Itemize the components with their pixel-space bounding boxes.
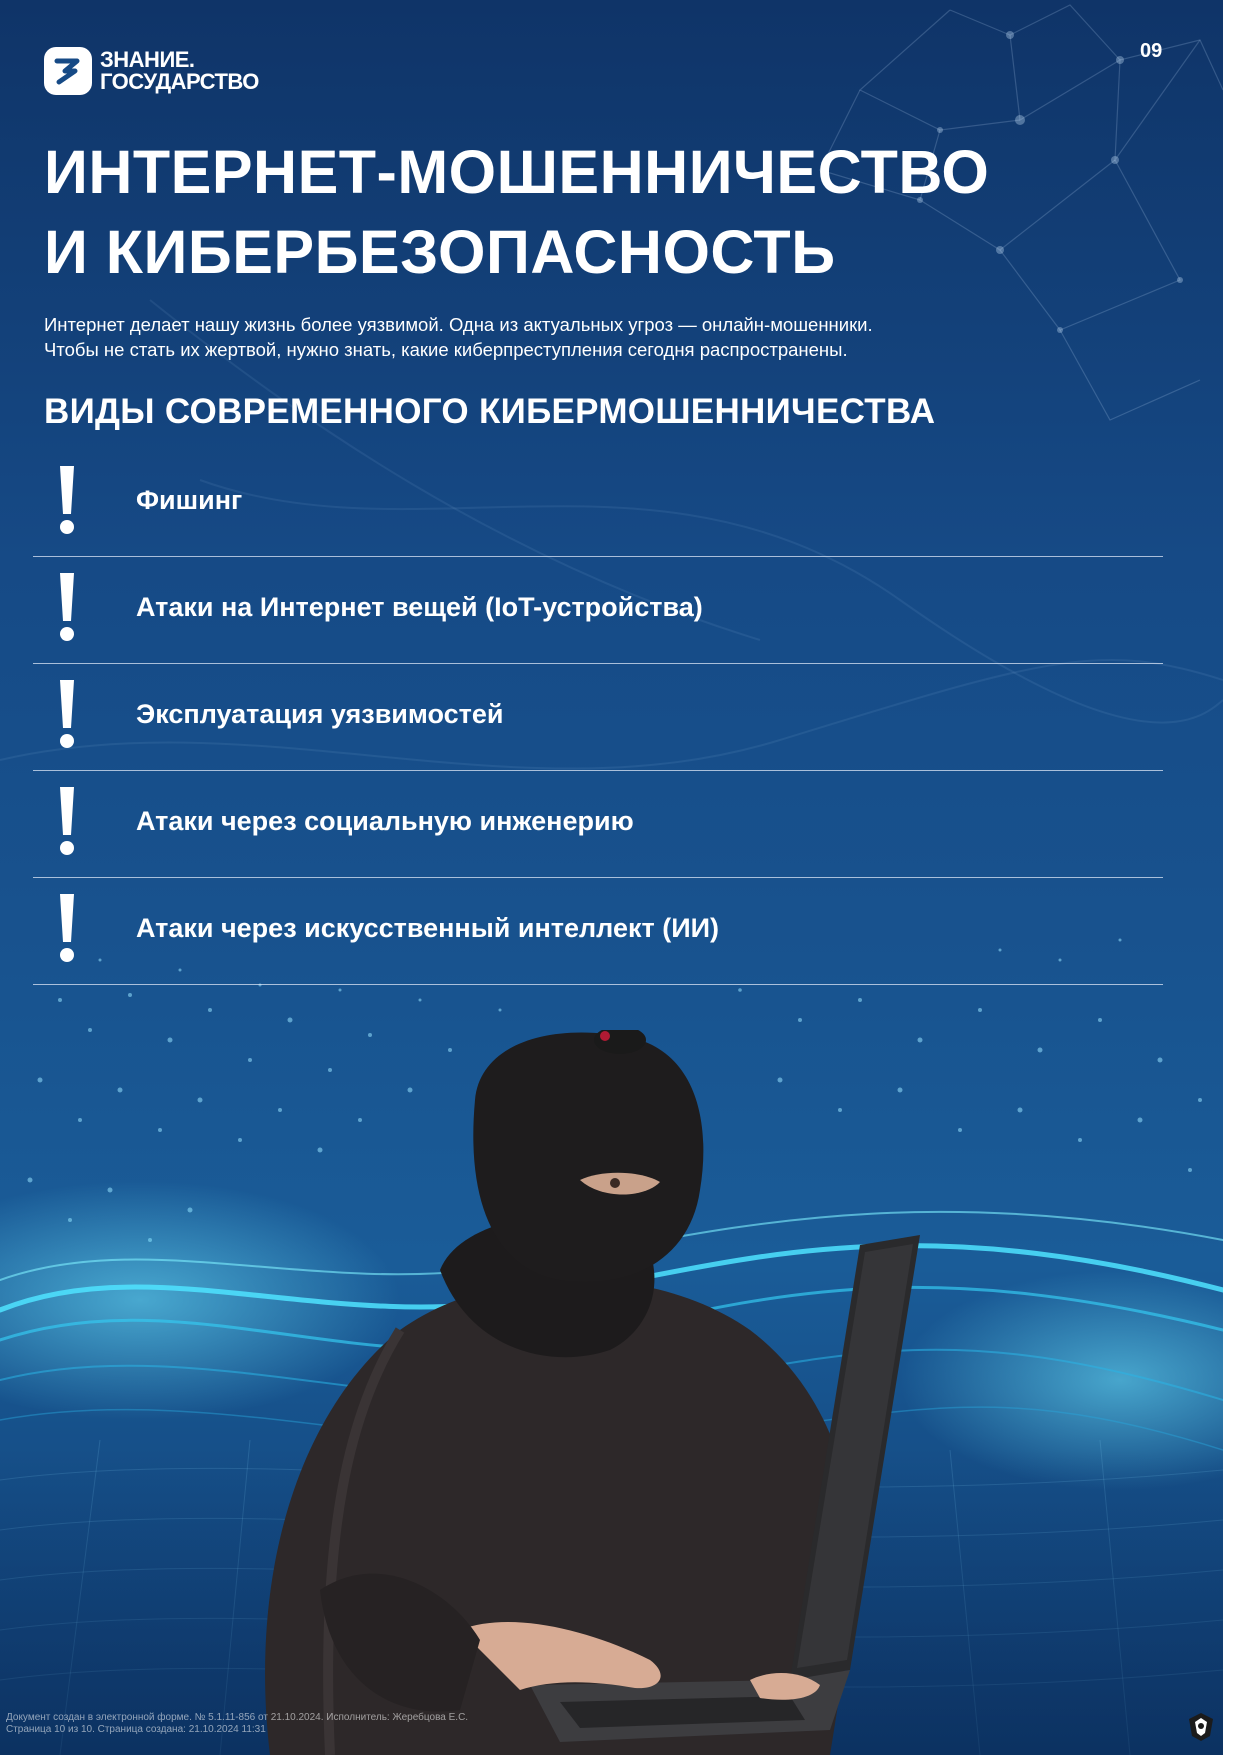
- exclamation-icon: [53, 573, 81, 643]
- brand-mark-icon: [44, 47, 92, 95]
- section-heading: ВИДЫ СОВРЕМЕННОГО КИБЕРМОШЕННИЧЕСТВА: [44, 392, 936, 431]
- intro-line1: Интернет делает нашу жизнь более уязвимой. Одна из актуальных угроз — онлайн-мошенники.: [44, 314, 873, 335]
- brand-logo: [44, 47, 274, 103]
- page-title: [44, 132, 989, 292]
- document-stamp: [6, 1712, 468, 1736]
- list-item-label: Эксплуатация уязвимостей: [136, 699, 504, 729]
- brand-line2: ГОСУДАРСТВО: [100, 69, 259, 94]
- list-item-label: Атаки через искусственный интеллект (ИИ): [136, 913, 720, 943]
- title-line2: И КИБЕРБЕЗОПАСНОСТЬ: [44, 218, 836, 286]
- page-number: 09: [1140, 40, 1163, 62]
- exclamation-icon: [53, 466, 81, 536]
- document-stamp-line1: Документ создан в электронной форме. № 5.1.11-856 от 21.10.2024. Исполнитель: Жеребцова Е.С.: [6, 1712, 469, 1723]
- title-line1: ИНТЕРНЕТ-МОШЕННИЧЕСТВО: [44, 138, 990, 206]
- exclamation-icon: [53, 787, 81, 857]
- document-stamp-line2: Страница 10 из 10. Страница создана: 21.10.2024 11:31: [6, 1724, 266, 1735]
- list-item: [33, 557, 1163, 664]
- list-item-label: Атаки через социальную инженерию: [136, 806, 634, 836]
- intro-line2: Чтобы не стать их жертвой, нужно знать, какие киберпреступления сегодня распространены.: [44, 339, 848, 360]
- exclamation-icon: [53, 894, 81, 964]
- emblem-seal-icon: [1188, 1712, 1214, 1742]
- list-item-label: Атаки на Интернет вещей (IoT-устройства): [136, 592, 703, 622]
- fraud-types-list: [33, 450, 1163, 985]
- hacker-illustration: [230, 1030, 1030, 1755]
- list-item: [33, 450, 1163, 557]
- exclamation-icon: [53, 680, 81, 750]
- list-item-label: Фишинг: [136, 485, 243, 515]
- intro-paragraph: [44, 312, 873, 362]
- brand-line1: ЗНАНИЕ.: [100, 47, 195, 72]
- list-item: [33, 771, 1163, 878]
- list-item: [33, 664, 1163, 771]
- list-item: [33, 878, 1163, 985]
